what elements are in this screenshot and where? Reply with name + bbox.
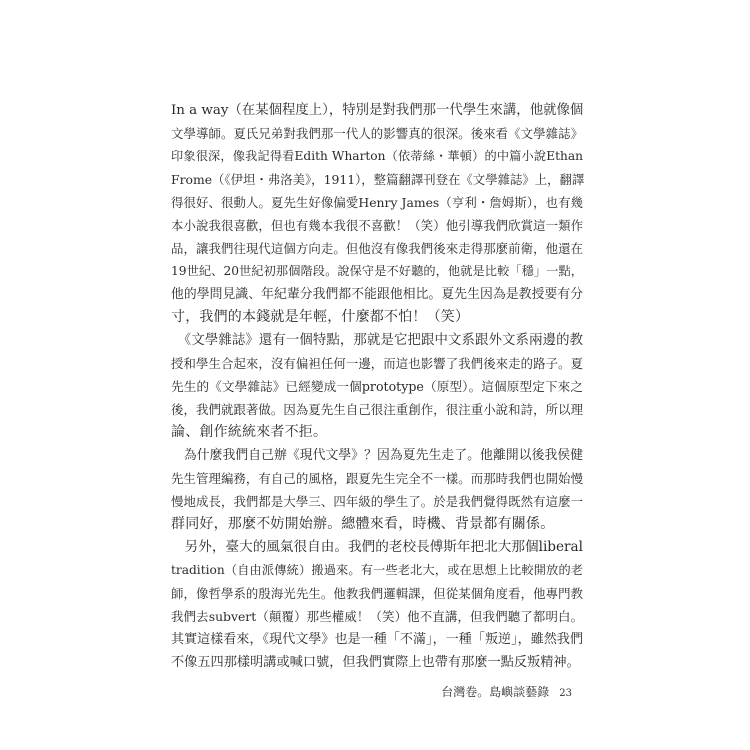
text-line: 不像五四那樣明講或喊口號，但我們實際上也帶有那麼一點反叛精神。 <box>171 655 580 670</box>
text-line: tradition（自由派傳統）搬過來。有一些老北大，或在思想上比較開放的老 <box>171 563 583 577</box>
text-line: 先生的《文學雜誌》已經變成一個prototype（原型）。這個原型定下來之 <box>171 379 583 394</box>
text-line: 另外，臺大的風氣很自由。我們的老校長傅斯年把北大那個liberal <box>171 539 583 555</box>
text-line: 19世紀、20世紀初那個階段。說保守是不好聽的，他就是比較「穩」一點， <box>171 264 583 278</box>
text-line: 授和學生合起來，沒有偏袒任何一邊，而這也影響了我們後來走的路子。夏 <box>171 356 583 371</box>
page-footer <box>441 684 572 702</box>
text-line: 群同好，那麼不妨開始辦。總體來看，時機、背景都有關係。 <box>171 516 555 532</box>
page-number: 23 <box>559 688 572 699</box>
text-line: 為什麼我們自己辦《現代文學》？因為夏先生走了。他離開以後我侯健 <box>171 448 583 463</box>
text-line: In a way（在某個程度上），特別是對我們那一代學生來講，他就像個 <box>171 103 584 118</box>
text-line: 品，讓我們往現代這個方向走。但他沒有像我們後來走得那麼前衛，他還在 <box>171 241 583 256</box>
body-text <box>171 99 583 674</box>
text-line: 論、創作統統來者不拒。 <box>171 424 328 440</box>
running-footer-title: 台灣卷。島嶼談藝錄 <box>441 685 550 699</box>
text-line: 其實這樣看來，《現代文學》也是一種「不滿」，一種「叛逆」，雖然我們 <box>171 632 583 647</box>
text-line: 得很好、很動人。夏先生好像偏愛Henry James（亨利・詹姆斯），也有幾 <box>171 195 583 210</box>
text-line: 本小說我很喜歡，但也有幾本我很不喜歡！（笑）他引導我們欣賞這一類作 <box>171 218 583 233</box>
text-line: 他的學問見識、年紀輩分我們都不能跟他相比。夏先生因為是教授要有分 <box>171 287 583 302</box>
text-line: 後，我們就跟著做。因為夏先生自己很注重創作，很注重小說和詩，所以理 <box>171 402 583 417</box>
text-line: 慢地成長，我們都是大學三、四年級的學生了。於是我們覺得既然有這麼一 <box>171 494 583 509</box>
text-line: 印象很深，像我記得看Edith Wharton（依蒂絲・華頓）的中篇小說Ethan <box>171 149 583 163</box>
text-line: Frome（《伊坦・弗洛美》，1911），整篇翻譯刊登在《文學雜誌》上，翻譯 <box>171 172 585 187</box>
text-line: 師，像哲學系的殷海光先生。他教我們邏輯課，但從某個角度看，他專門教 <box>171 586 583 601</box>
text-line: 先生管理編務，有自己的風格，跟夏先生完全不一樣。而那時我們也開始慢 <box>171 471 583 486</box>
text-line: 文學導師。夏氏兄弟對我們那一代人的影響真的很深。後來看《文學雜誌》 <box>171 126 583 141</box>
text-line: 寸，我們的本錢就是年輕，什麼都不怕！（笑） <box>171 309 470 325</box>
text-line: 我們去subvert（顛覆）那些權威！（笑）他不直講，但我們聽了都明白。 <box>171 609 583 624</box>
text-line: 《文學雜誌》還有一個特點，那就是它把跟中文系跟外文系兩邊的教 <box>171 333 583 348</box>
